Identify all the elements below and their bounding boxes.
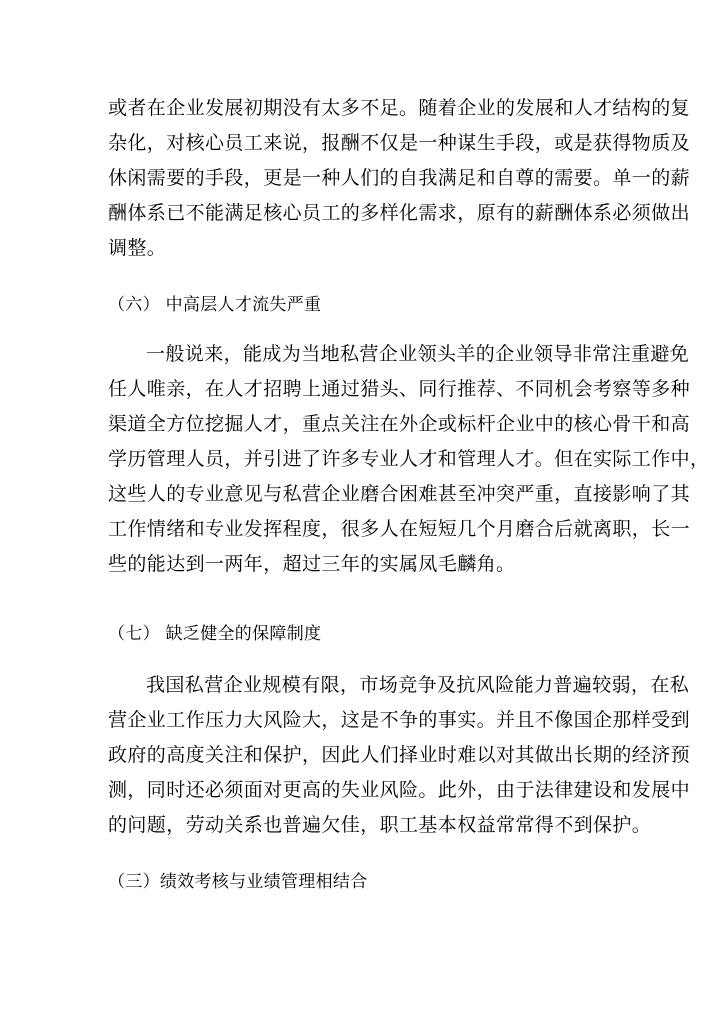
paragraph-line: 或者在企业发展初期没有太多不足。随着企业的发展和人才结构的复	[108, 97, 691, 119]
paragraph-line: 政府的高度关注和保护，因此人们择业时难以对其做出长期的经济预	[108, 744, 691, 766]
paragraph-line: 测，同时还必须面对更高的失业风险。此外，由于法律建设和发展中	[108, 779, 691, 801]
paragraph-line: 的问题，劳动关系也普遍欠佳，职工基本权益常常得不到保护。	[108, 814, 652, 836]
paragraph-line: 学历管理人员，并引进了许多专业人才和管理人才。但在实际工作中，	[108, 448, 710, 470]
section-heading-7: （七） 缺乏健全的保障制度	[108, 624, 322, 644]
paragraph-line: 调整。	[108, 237, 167, 259]
paragraph-line: 任人唯亲，在人才招聘上通过猎头、同行推荐、不同机会考察等多种	[108, 378, 691, 400]
paragraph-line: 杂化，对核心员工来说，报酬不仅是一种谋生手段，或是获得物质及	[108, 132, 691, 154]
paragraph-line: 一般说来，能成为当地私营企业领头羊的企业领导非常注重避免	[146, 343, 690, 365]
section-heading-6: （六） 中高层人才流失严重	[108, 295, 322, 315]
paragraph-line: 些的能达到一两年，超过三年的实属凤毛麟角。	[108, 553, 516, 575]
paragraph-line: 休闲需要的手段，更是一种人们的自我满足和自尊的需要。单一的薪	[108, 167, 691, 189]
paragraph-line: 我国私营企业规模有限，市场竞争及抗风险能力普遍较弱，在私	[146, 674, 690, 696]
section-heading-3: （三）绩效考核与业绩管理相结合	[108, 872, 368, 892]
paragraph-line: 渠道全方位挖掘人才，重点关注在外企或标杆企业中的核心骨干和高	[108, 413, 691, 435]
paragraph-line: 这些人的专业意见与私营企业磨合困难甚至冲突严重，直接影响了其	[108, 483, 691, 505]
paragraph-line: 工作情绪和专业发挥程度，很多人在短短几个月磨合后就离职，长一	[108, 518, 691, 540]
paragraph-line: 酬体系已不能满足核心员工的多样化需求，原有的薪酬体系必须做出	[108, 202, 691, 224]
paragraph-line: 营企业工作压力大风险大，这是不争的事实。并且不像国企那样受到	[108, 709, 691, 731]
